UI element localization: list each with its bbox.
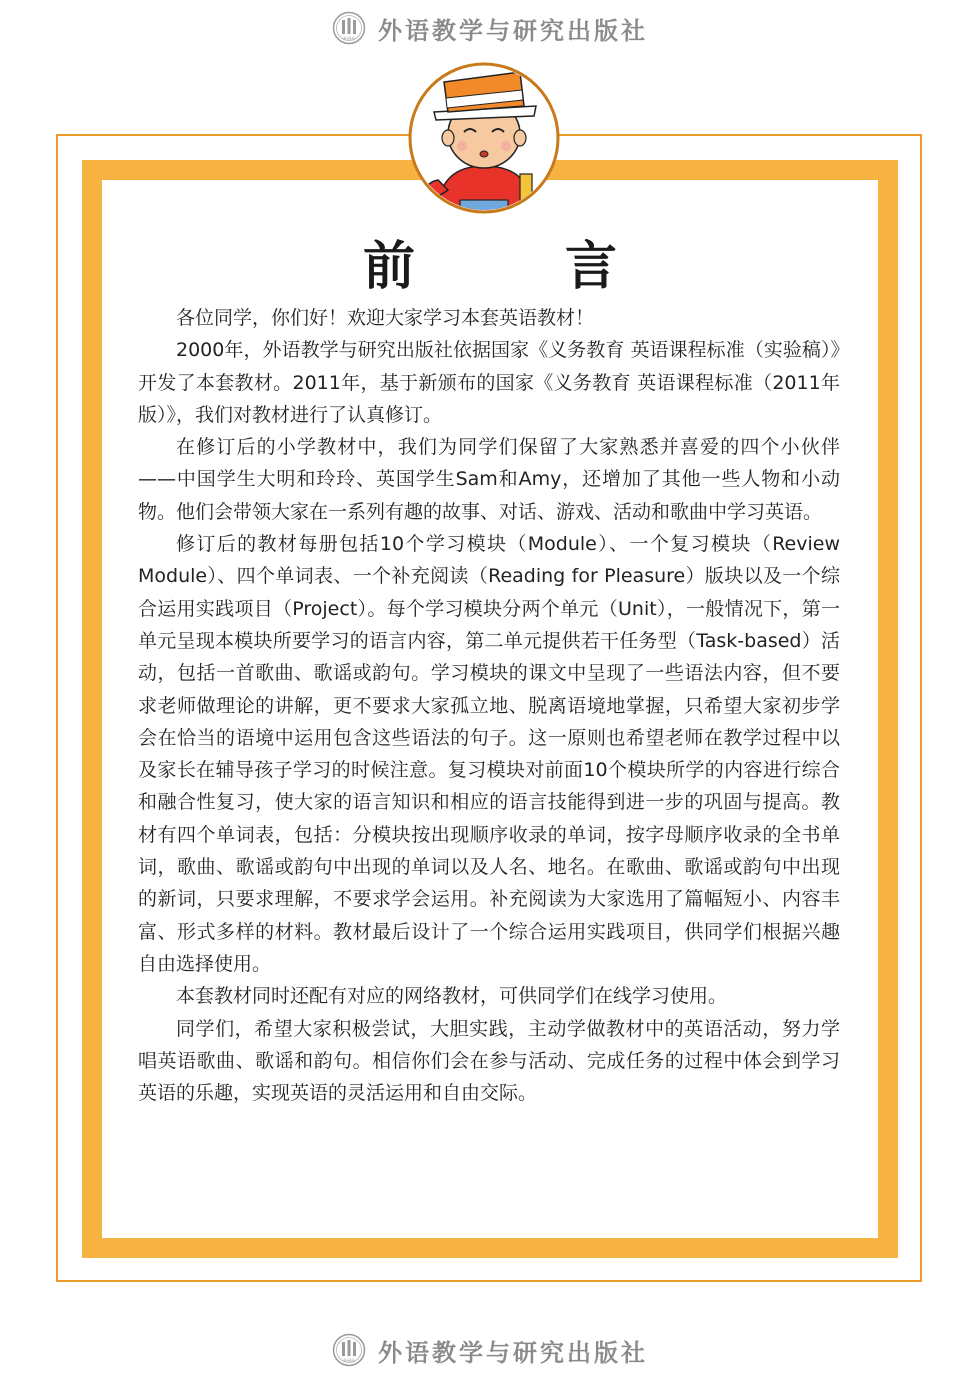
publisher-header <box>0 8 980 48</box>
paragraph-online: 本套教材同时还配有对应的网络教材，可供同学们在线学习使用。 <box>176 985 728 1008</box>
paragraph-greeting: 各位同学，你们好！欢迎大家学习本套英语教材！ <box>176 307 595 329</box>
paragraph-characters: 在修订后的小学教材中，我们为同学们保留了大家熟悉并喜爱的四个小伙伴——中国学生大明和玲玲、英国学生Sam和Amy，还增加了其他一些人物和小动物。他们会带领大家在一系列有趣的故事、对话、游戏、活动和歌曲中学习英语。 <box>138 436 840 523</box>
preface-body <box>138 302 840 1109</box>
logo-text: 外研社 <box>343 1358 355 1363</box>
page-title <box>0 226 980 296</box>
title-char-right: 言 <box>565 235 618 297</box>
paragraph-structure: 修订后的教材每册包括10个学习模块（Module）、一个复习模块（Review Module）、四个单词表、一个补充阅读（Reading for Pleasure）版块以及一个综合运用实践项目（Project）。每个学习模块分两个单元（Unit），一般情况下，第一单元呈现本模块所要学习的语言内容，第二单元提供若干任务型（Task-based）活动，包括一首歌曲、歌谣或韵句。学习模块的课文中呈现了一些语法内容，但不要求老师做理论的讲解，更不要求大家孤立地、脱离语境地掌握，只希望大家初步学会在恰当的语境中运用包含这些语法的句子。这一原则也希望老师在教学过程中以及家长在辅导孩子学习的时候注意。复习模块对前面10个模块所学的内容进行综合和融合性复习，使大家的语言知识和相应的语言技能得到进一步的巩固与提高。教材有四个单词表，包括：分模块按出现顺序收录的单词，按字母顺序收录的全书单词，歌曲、歌谣或韵句中出现的单词以及人名、地名。在歌曲、歌谣或韵句中出现的新词，只要求理解，不要求学会运用。补充阅读为大家选用了篇幅短小、内容丰富、形式多样的材料。教材最后设计了一个综合运用实践项目，供同学们根据兴趣自由选择使用。 <box>138 533 840 975</box>
publisher-name: 外语教学与研究出版社 <box>378 1337 648 1367</box>
logo-text: 外研社 <box>343 36 355 41</box>
publisher-name: 外语教学与研究出版社 <box>378 15 648 45</box>
publisher-logo-icon <box>332 11 366 45</box>
boy-mascot-illustration <box>408 62 560 214</box>
publisher-footer <box>0 1330 980 1370</box>
publisher-logo-icon <box>332 1333 366 1367</box>
title-char-left: 前 <box>362 235 415 297</box>
paragraph-closing: 同学们，希望大家积极尝试，大胆实践，主动学做教材中的英语活动，努力学唱英语歌曲、歌谣和韵句。相信你们会在参与活动、完成任务的过程中体会到学习英语的乐趣，实现英语的灵活运用和自由交际。 <box>138 1017 840 1105</box>
paragraph-history: 2000年，外语教学与研究出版社依据国家《义务教育 英语课程标准（实验稿）》开发了本套教材。2011年，基于新颁布的国家《义务教育 英语课程标准（2011年版）》，我们对教材进行了认真修订。 <box>138 339 840 426</box>
